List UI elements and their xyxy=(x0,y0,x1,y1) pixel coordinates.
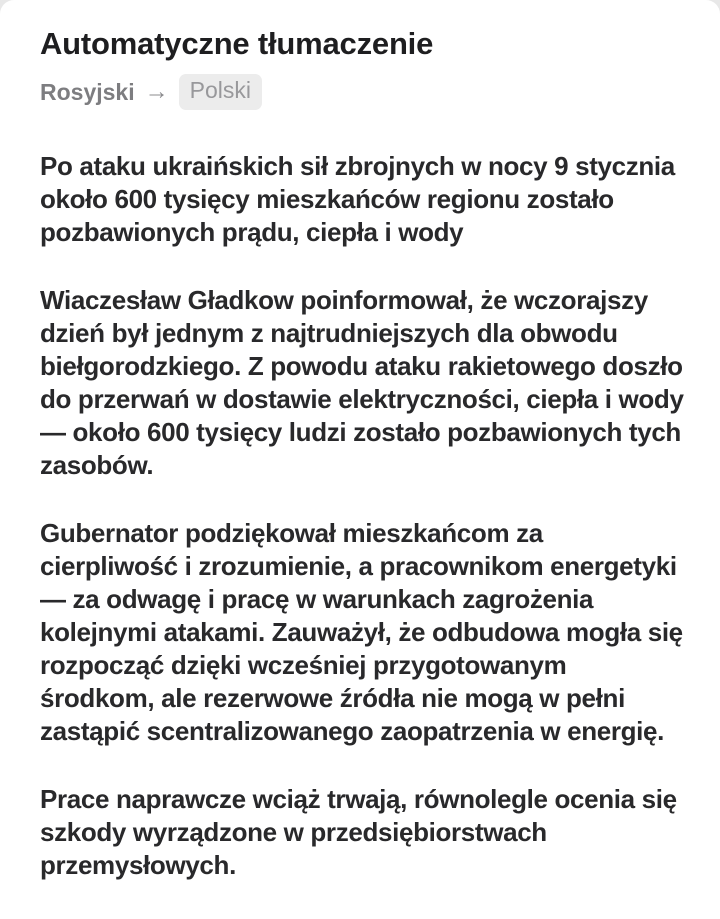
page-title: Automatyczne tłumaczenie xyxy=(40,26,434,61)
target-language-badge[interactable]: Polski xyxy=(179,74,262,110)
language-pair xyxy=(40,74,686,110)
translated-paragraph: Wiaczesław Gładkow poinformował, że wczorajszy dzień był jednym z najtrudniejszych dla obwodu biełgorodzkiego. Z powodu ataku rakietowego doszło do przerwań w dostawie elektryczności, ciepła i wody — około 600 tysięcy ludzi zostało pozbawionych tych zasobów. xyxy=(40,285,684,480)
translated-paragraph: Prace naprawcze wciąż trwają, równolegle ocenia się szkody wyrządzone w przedsiębiorstwach przemysłowych. xyxy=(40,784,677,880)
translated-text xyxy=(40,150,686,882)
translated-paragraph: Gubernator podziękował mieszkańcom za cierpliwość i zrozumienie, a pracownikom energetyki — za odwagę i pracę w warunkach zagrożenia kolejnymi atakami. Zauważył, że odbudowa mogła się rozpocząć dzięki wcześniej przygotowanym środkom, ale rezerwowe źródła nie mogą w pełni zastąpić scentralizowanego zaopatrzenia w energię. xyxy=(40,518,683,746)
translated-paragraph: Po ataku ukraińskich sił zbrojnych w nocy 9 stycznia około 600 tysięcy mieszkańców regionu zostało pozbawionych prądu, ciepła i wody xyxy=(40,151,675,247)
source-language-label: Rosyjski xyxy=(40,78,135,105)
arrow-right-icon: → xyxy=(144,78,169,105)
